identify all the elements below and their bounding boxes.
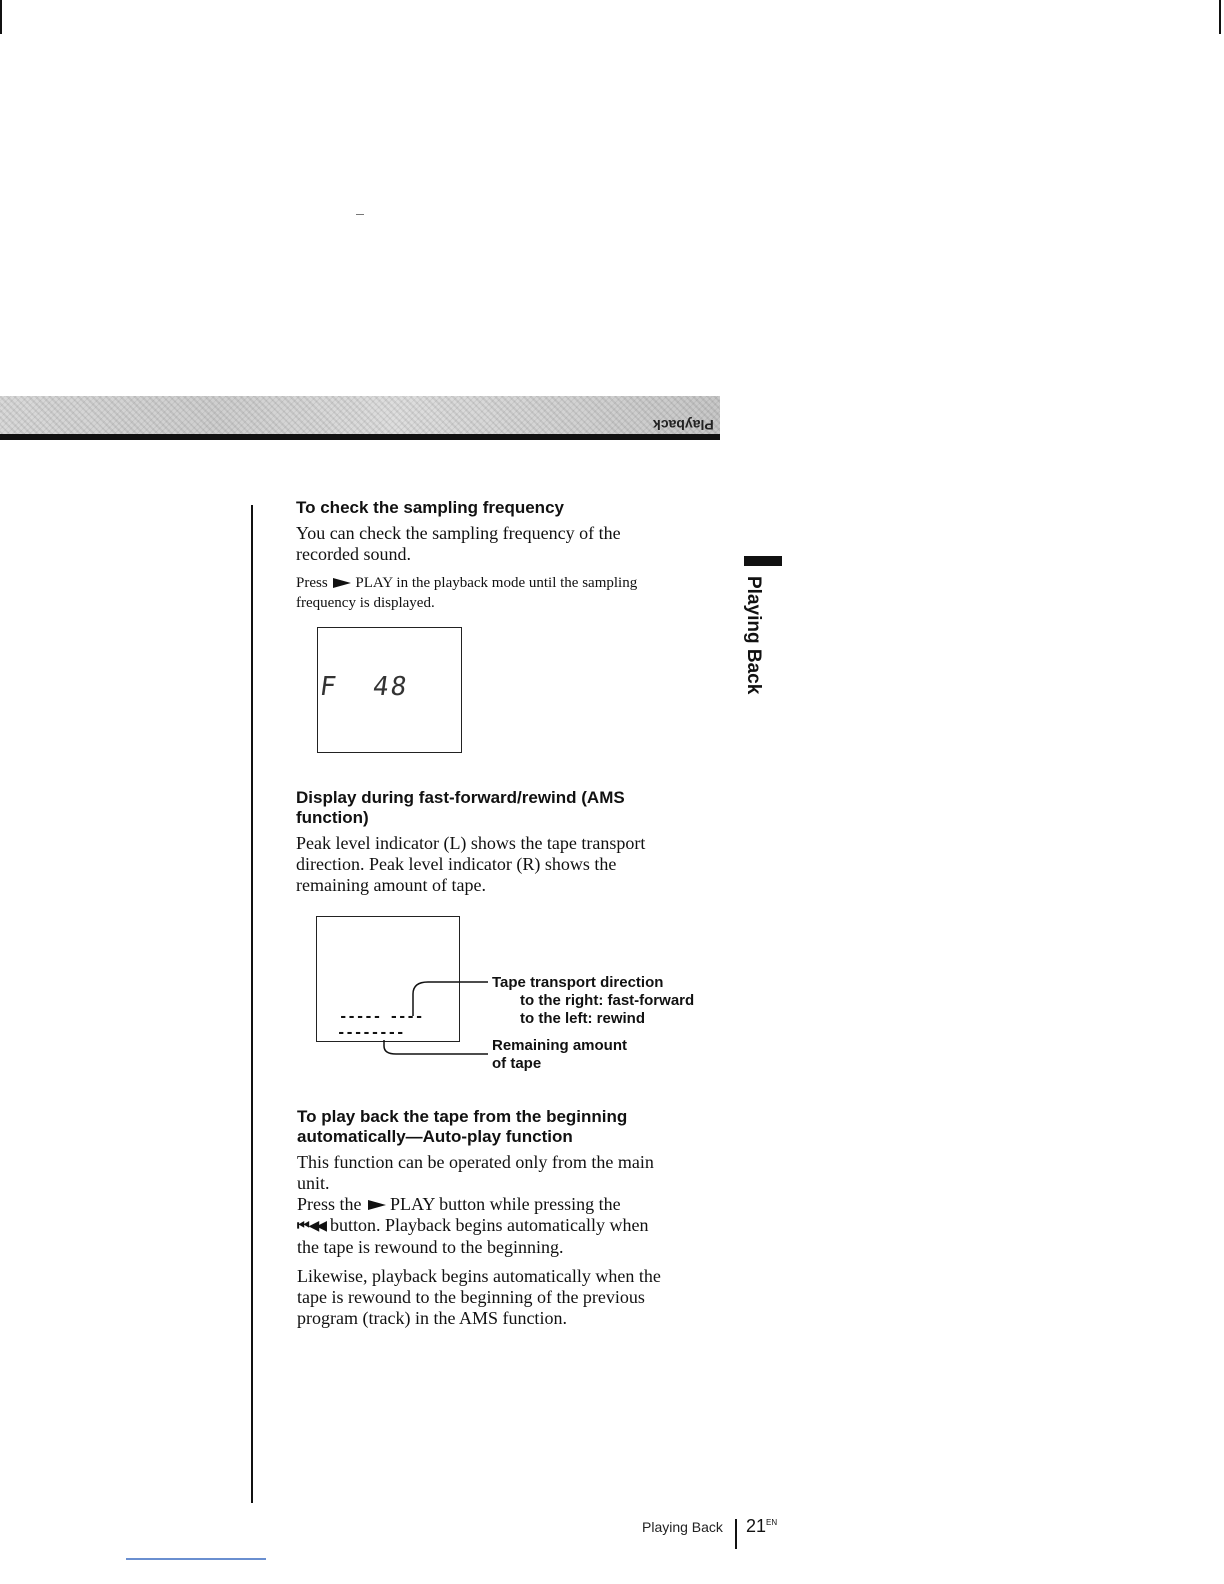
section-heading: To check the sampling frequency [296, 498, 564, 517]
body-line [297, 1215, 737, 1237]
section-sampling-frequency [296, 498, 736, 613]
page-number-value: 21 [746, 1516, 767, 1536]
margin-rule [251, 505, 253, 1503]
instruction-prefix: Press [296, 575, 328, 591]
label-left: to the left: rewind [520, 1010, 645, 1027]
body-line: unit. [297, 1173, 330, 1193]
footer-separator [735, 1519, 737, 1549]
press-prefix: Press the [297, 1194, 362, 1214]
body-line: tape is rewound to the beginning of the previous [297, 1287, 645, 1308]
body-line: the tape is rewound to the beginning. [297, 1237, 564, 1258]
right-crop-mark [1219, 0, 1221, 34]
instruction-text: PLAY in the playback mode until the sampling [355, 575, 638, 591]
rewind-icon: ⏮ ◀◀ [297, 1218, 325, 1235]
label-direction: Tape transport direction [492, 974, 664, 991]
section-banner [0, 396, 720, 440]
section-auto-play [297, 1107, 737, 1329]
bottom-rule [126, 1558, 266, 1560]
body-line: This function can be operated only from the main [297, 1152, 654, 1172]
peak-indicator-right: -------- [337, 1025, 405, 1041]
banner-text: Playback [653, 417, 714, 433]
callout-direction [413, 982, 488, 1016]
lcd-readout: F 48 [317, 672, 411, 702]
lcd-display-sampling [317, 627, 462, 753]
body-line: program (track) in the AMS function. [297, 1308, 567, 1329]
body-line: Likewise, playback begins automatically when the [297, 1266, 661, 1287]
body-line: remaining amount of tape. [296, 875, 486, 895]
instruction-line [296, 573, 736, 593]
left-crop-mark [0, 0, 2, 34]
label-remaining-line1: Remaining amount [492, 1037, 628, 1054]
page-lang: EN [766, 1518, 778, 1527]
play-icon [333, 578, 351, 588]
press-text: button. Playback begins automatically when [330, 1215, 649, 1235]
press-text: PLAY button while pressing the [390, 1194, 621, 1214]
speck [356, 214, 364, 215]
body-line: Peak level indicator (L) shows the tape transport [296, 833, 646, 853]
label-right: to the right: fast-forward [520, 992, 695, 1009]
instruction-line: frequency is displayed. [296, 595, 435, 611]
label-remaining-line2: of tape [492, 1055, 542, 1072]
side-tab-label: Playing Back [743, 576, 764, 695]
section-heading-line: Display during fast-forward/rewind (AMS [296, 788, 625, 807]
body-line: direction. Peak level indicator (R) shows the [296, 854, 617, 874]
callout-remaining [384, 1040, 488, 1054]
section-ams-display [296, 788, 736, 896]
callout-lines [300, 970, 500, 1070]
play-icon [368, 1200, 386, 1210]
peak-indicator-left: ----- ---- [339, 1009, 424, 1025]
section-heading-line: automatically—Auto-play function [297, 1127, 573, 1146]
footer-section: Playing Back [642, 1519, 723, 1535]
body-line: recorded sound. [296, 544, 411, 564]
page-number [746, 1516, 777, 1537]
body-line [297, 1194, 737, 1215]
banner-rule [0, 434, 720, 440]
side-tab-marker [744, 556, 782, 566]
body-line: You can check the sampling frequency of the [296, 523, 621, 543]
section-heading-line: To play back the tape from the beginning [297, 1107, 628, 1126]
section-heading-line: function) [296, 808, 369, 827]
